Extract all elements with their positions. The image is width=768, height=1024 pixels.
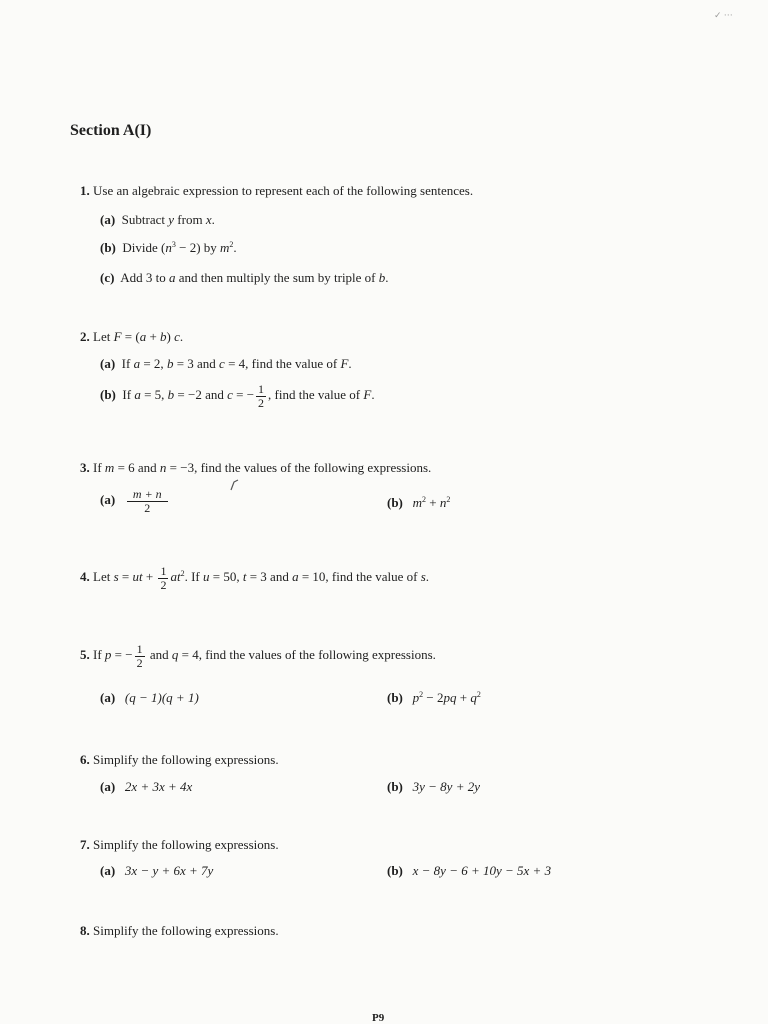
question-number: 1. <box>80 183 90 198</box>
pencil-mark-icon <box>228 478 242 492</box>
numerator: m + n <box>127 488 168 502</box>
var: a <box>292 569 299 585</box>
question-text: Use an algebraic expression to represent each of the following sentences. <box>93 183 474 198</box>
page-number: P9 <box>372 1012 385 1024</box>
text: = 6 and <box>114 460 160 475</box>
question-2b <box>100 383 375 409</box>
text: − 2) by <box>175 240 221 255</box>
question-text: Simplify the following expressions. <box>93 752 279 767</box>
part-label: (b) <box>100 240 116 255</box>
text: = −3, find the values of the following expressions. <box>166 460 432 475</box>
var: b <box>167 387 175 403</box>
question-4 <box>80 565 429 591</box>
question-1b <box>100 240 237 256</box>
part-label: (a) <box>100 863 116 878</box>
text: Let <box>93 329 114 344</box>
question-number: 7. <box>80 837 90 852</box>
var: F <box>340 356 349 371</box>
var: s <box>420 569 426 585</box>
part-label: (a) <box>100 492 116 508</box>
text: . If <box>184 569 203 585</box>
exponent: 2 <box>180 569 185 579</box>
question-5a <box>100 690 199 706</box>
expression: (q − 1)(q + 1) <box>124 690 199 705</box>
text: = −2 and <box>174 387 228 403</box>
var: a <box>133 356 141 371</box>
var: q <box>470 690 477 705</box>
numerator: 1 <box>258 382 265 396</box>
expression: 2x + 3x + 4x <box>124 779 193 794</box>
text: + <box>456 690 471 705</box>
text: = 5, <box>140 387 168 403</box>
text: , find the value of <box>268 387 364 403</box>
exponent: 2 <box>229 240 234 249</box>
question-8 <box>80 923 279 939</box>
var: p <box>104 647 112 663</box>
question-number: 4. <box>80 569 90 585</box>
expression: x − 8y − 6 + 10y − 5x + 3 <box>412 863 552 878</box>
var: a <box>168 270 176 285</box>
question-6b <box>387 779 480 795</box>
text: + <box>426 495 440 510</box>
exponent: 2 <box>476 690 481 699</box>
var: p <box>412 690 420 705</box>
var: b <box>166 356 174 371</box>
exponent: 2 <box>419 690 424 699</box>
var: t <box>242 569 247 585</box>
exponent: 3 <box>171 240 176 249</box>
text: If <box>93 460 105 475</box>
part-label: (b) <box>387 690 403 705</box>
var: u <box>203 569 210 585</box>
exponent: 2 <box>422 495 427 504</box>
text: = 10, find the value of <box>298 569 421 585</box>
text: = − <box>232 387 255 403</box>
text: = 2, <box>140 356 167 371</box>
fraction <box>158 565 168 591</box>
numerator: 1 <box>160 564 167 578</box>
part-label: (b) <box>387 779 403 794</box>
text: . <box>233 240 237 255</box>
var: ut <box>132 569 143 585</box>
text: = 3 and <box>246 569 293 585</box>
text: = 4, find the value of <box>224 356 341 371</box>
text: = − <box>111 647 133 663</box>
var: c <box>219 356 225 371</box>
fraction <box>127 488 168 514</box>
text: = 50, <box>209 569 243 585</box>
text: from <box>174 212 206 227</box>
corner-check-mark: ✓ ··· <box>714 10 733 20</box>
var: F <box>363 387 372 403</box>
question-3a <box>100 488 170 514</box>
var: y <box>168 212 175 227</box>
question-2 <box>80 329 183 345</box>
fraction <box>135 643 145 669</box>
var: b <box>160 329 167 344</box>
text: + <box>146 329 161 344</box>
question-5b <box>387 690 481 706</box>
question-6a <box>100 779 192 795</box>
text: If <box>121 356 134 371</box>
denominator: 2 <box>160 577 167 592</box>
fraction <box>256 383 266 409</box>
text: = 3 and <box>173 356 220 371</box>
part-label: (a) <box>100 212 116 227</box>
question-number: 5. <box>80 647 90 663</box>
text: . <box>371 387 375 403</box>
var: pq <box>443 690 457 705</box>
text: ) <box>166 329 175 344</box>
exponent: 2 <box>446 495 451 504</box>
text: . <box>348 356 352 371</box>
var: s <box>113 569 119 585</box>
question-7a <box>100 863 213 879</box>
question-number: 2. <box>80 329 90 344</box>
numerator: 1 <box>136 642 143 656</box>
question-1c <box>100 270 389 286</box>
part-label: (b) <box>387 863 403 878</box>
part-label: (a) <box>100 690 116 705</box>
denominator: 2 <box>144 500 151 515</box>
text: = 4, find the values of the following expressions. <box>178 647 436 663</box>
var: m <box>104 460 115 475</box>
question-text: Simplify the following expressions. <box>93 837 279 852</box>
text: = ( <box>121 329 140 344</box>
question-3 <box>80 460 431 476</box>
question-1 <box>80 183 473 199</box>
question-7b <box>387 863 551 879</box>
var: m <box>220 240 230 255</box>
var: F <box>113 329 122 344</box>
question-3b <box>387 495 450 511</box>
text: If <box>93 647 105 663</box>
part-label: (b) <box>100 387 116 403</box>
question-6 <box>80 752 279 768</box>
expression: 3x − y + 6x + 7y <box>124 863 214 878</box>
var: a <box>134 387 141 403</box>
var: q <box>171 647 179 663</box>
text: . <box>425 569 430 585</box>
part-label: (c) <box>100 270 115 285</box>
section-title: Section A(I) <box>70 122 152 139</box>
var: x <box>205 212 212 227</box>
text: − 2 <box>423 690 444 705</box>
part-label: (a) <box>100 779 116 794</box>
text: = <box>118 569 133 585</box>
question-7 <box>80 837 279 853</box>
var: c <box>174 329 180 344</box>
text: Divide ( <box>122 240 166 255</box>
part-label: (b) <box>387 495 403 510</box>
question-number: 6. <box>80 752 90 767</box>
denominator: 2 <box>258 395 265 410</box>
text: Add 3 to <box>120 270 169 285</box>
var: m <box>412 495 423 510</box>
text: . <box>211 212 215 227</box>
question-5 <box>80 643 436 669</box>
text: . <box>179 329 184 344</box>
text: and then multiply the sum by triple of <box>175 270 379 285</box>
question-number: 8. <box>80 923 90 938</box>
text: If <box>122 387 135 403</box>
question-1a <box>100 212 215 228</box>
text: + <box>142 569 157 585</box>
text: and <box>146 647 172 663</box>
var: a <box>139 329 147 344</box>
question-number: 3. <box>80 460 90 475</box>
question-2a <box>100 356 352 372</box>
expression: 3y − 8y + 2y <box>412 779 480 794</box>
var: n <box>439 495 447 510</box>
question-text: Simplify the following expressions. <box>93 923 279 938</box>
var: n <box>159 460 167 475</box>
denominator: 2 <box>136 655 143 670</box>
var: b <box>378 270 386 285</box>
var: at <box>170 569 181 585</box>
var: n <box>165 240 172 255</box>
text: Let <box>93 569 114 585</box>
var: c <box>227 387 233 403</box>
part-label: (a) <box>100 356 116 371</box>
text: . <box>385 270 389 285</box>
text: Subtract <box>121 212 169 227</box>
